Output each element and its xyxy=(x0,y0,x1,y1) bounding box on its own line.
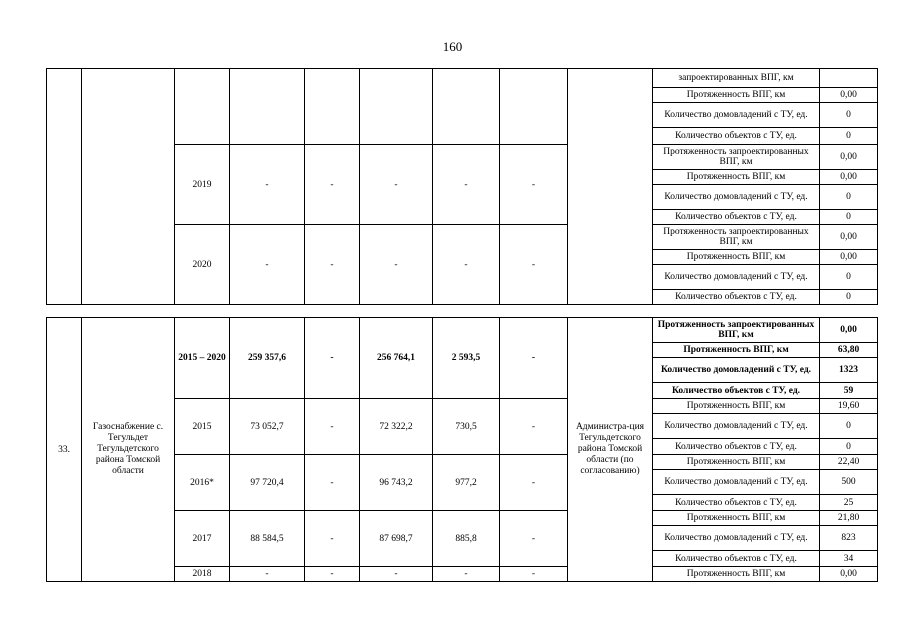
indicator-value xyxy=(820,69,878,88)
table-row xyxy=(47,69,878,88)
indicator-value: 22,40 xyxy=(820,455,878,470)
table-row xyxy=(47,318,878,343)
federal-cell xyxy=(305,69,360,145)
regional-cell: 256 764,1 xyxy=(360,318,433,399)
indicator-label: Количество объектов с ТУ, ед. xyxy=(653,439,820,455)
total-cell: 259 357,6 xyxy=(230,318,305,399)
regional-cell: 96 743,2 xyxy=(360,455,433,511)
item-description-cell xyxy=(82,69,175,305)
other-cell: - xyxy=(500,318,568,399)
regional-cell: - xyxy=(360,145,433,225)
federal-cell: - xyxy=(305,399,360,455)
indicator-label: Количество домовладений с ТУ, ед. xyxy=(653,185,820,210)
regional-cell: 87 698,7 xyxy=(360,511,433,567)
year-cell: 2016* xyxy=(175,455,230,511)
indicator-value: 0,00 xyxy=(820,225,878,250)
indicator-value: 0 xyxy=(820,185,878,210)
indicator-value: 0,00 xyxy=(820,145,878,170)
other-cell xyxy=(500,69,568,145)
year-cell xyxy=(175,69,230,145)
indicator-value: 0,00 xyxy=(820,250,878,265)
year-cell: 2018 xyxy=(175,567,230,582)
year-cell: 2015 – 2020 xyxy=(175,318,230,399)
item-number-cell xyxy=(47,69,82,305)
indicator-label: Протяженность ВПГ, км xyxy=(653,511,820,526)
federal-cell: - xyxy=(305,145,360,225)
indicator-label: запроектированных ВПГ, км xyxy=(653,69,820,88)
indicator-value: 0 xyxy=(820,103,878,128)
indicator-label: Протяженность запроектированных ВПГ, км xyxy=(653,225,820,250)
indicator-label: Количество объектов с ТУ, ед. xyxy=(653,290,820,305)
indicator-value: 500 xyxy=(820,470,878,495)
total-cell: - xyxy=(230,145,305,225)
indicator-label: Протяженность запроектированных ВПГ, км xyxy=(653,145,820,170)
program-table xyxy=(46,68,878,305)
regional-cell: - xyxy=(360,225,433,305)
indicator-value: 0 xyxy=(820,210,878,225)
year-cell: 2019 xyxy=(175,145,230,225)
year-cell: 2017 xyxy=(175,511,230,567)
indicator-label: Протяженность ВПГ, км xyxy=(653,343,820,358)
indicator-value: 823 xyxy=(820,526,878,551)
indicator-label: Количество объектов с ТУ, ед. xyxy=(653,383,820,399)
other-cell: - xyxy=(500,511,568,567)
indicator-value: 0 xyxy=(820,128,878,145)
other-cell: - xyxy=(500,399,568,455)
year-cell: 2015 xyxy=(175,399,230,455)
other-cell: - xyxy=(500,455,568,511)
indicator-value: 0 xyxy=(820,290,878,305)
federal-cell: - xyxy=(305,455,360,511)
indicator-value: 63,80 xyxy=(820,343,878,358)
indicator-label: Протяженность ВПГ, км xyxy=(653,399,820,414)
local-cell xyxy=(433,69,500,145)
local-cell: 885,8 xyxy=(433,511,500,567)
year-cell: 2020 xyxy=(175,225,230,305)
indicator-value: 0 xyxy=(820,265,878,290)
local-cell: 730,5 xyxy=(433,399,500,455)
indicator-value: 1323 xyxy=(820,358,878,383)
indicator-label: Количество объектов с ТУ, ед. xyxy=(653,551,820,567)
indicator-label: Количество домовладений с ТУ, ед. xyxy=(653,414,820,439)
total-cell: 97 720,4 xyxy=(230,455,305,511)
indicator-label: Количество объектов с ТУ, ед. xyxy=(653,495,820,511)
federal-cell: - xyxy=(305,318,360,399)
other-cell: - xyxy=(500,225,568,305)
total-cell: - xyxy=(230,567,305,582)
executor-cell xyxy=(568,69,653,305)
page-number: 160 xyxy=(442,39,463,54)
indicator-label: Количество объектов с ТУ, ед. xyxy=(653,128,820,145)
total-cell: - xyxy=(230,225,305,305)
local-cell: 2 593,5 xyxy=(433,318,500,399)
indicator-label: Количество домовладений с ТУ, ед. xyxy=(653,103,820,128)
indicator-value: 25 xyxy=(820,495,878,511)
executor-cell: Администра-ция Тегульдетского района Томской области (по согласованию) xyxy=(568,318,653,582)
federal-cell: - xyxy=(305,225,360,305)
indicator-label: Количество домовладений с ТУ, ед. xyxy=(653,470,820,495)
regional-cell: 72 322,2 xyxy=(360,399,433,455)
indicator-value: 0,00 xyxy=(820,567,878,582)
total-cell: 73 052,7 xyxy=(230,399,305,455)
indicator-label: Количество домовладений с ТУ, ед. xyxy=(653,526,820,551)
indicator-value: 0 xyxy=(820,414,878,439)
indicator-label: Протяженность ВПГ, км xyxy=(653,250,820,265)
local-cell: 977,2 xyxy=(433,455,500,511)
other-cell: - xyxy=(500,567,568,582)
federal-cell: - xyxy=(305,511,360,567)
other-cell: - xyxy=(500,145,568,225)
program-table-item-33 xyxy=(46,317,878,582)
local-cell: - xyxy=(433,145,500,225)
indicator-value: 19,60 xyxy=(820,399,878,414)
regional-cell: - xyxy=(360,567,433,582)
indicator-label: Протяженность ВПГ, км xyxy=(653,170,820,185)
indicator-label: Протяженность ВПГ, км xyxy=(653,455,820,470)
indicator-label: Количество объектов с ТУ, ед. xyxy=(653,210,820,225)
indicator-value: 59 xyxy=(820,383,878,399)
indicator-label: Количество домовладений с ТУ, ед. xyxy=(653,265,820,290)
indicator-value: 0,00 xyxy=(820,170,878,185)
local-cell: - xyxy=(433,567,500,582)
indicator-label: Протяженность запроектированных ВПГ, км xyxy=(653,318,820,343)
item-description-cell: Газоснабжение с. Тегульдет Тегульдетского района Томской области xyxy=(82,318,175,582)
indicator-value: 21,80 xyxy=(820,511,878,526)
indicator-value: 0,00 xyxy=(820,318,878,343)
federal-cell: - xyxy=(305,567,360,582)
indicator-label: Количество домовладений с ТУ, ед. xyxy=(653,358,820,383)
total-cell: 88 584,5 xyxy=(230,511,305,567)
indicator-label: Протяженность ВПГ, км xyxy=(653,88,820,103)
indicator-value: 0 xyxy=(820,439,878,455)
indicator-label: Протяженность ВПГ, км xyxy=(653,567,820,582)
indicator-value: 34 xyxy=(820,551,878,567)
regional-cell xyxy=(360,69,433,145)
indicator-value: 0,00 xyxy=(820,88,878,103)
total-cell xyxy=(230,69,305,145)
local-cell: - xyxy=(433,225,500,305)
item-number-cell: 33. xyxy=(47,318,82,582)
